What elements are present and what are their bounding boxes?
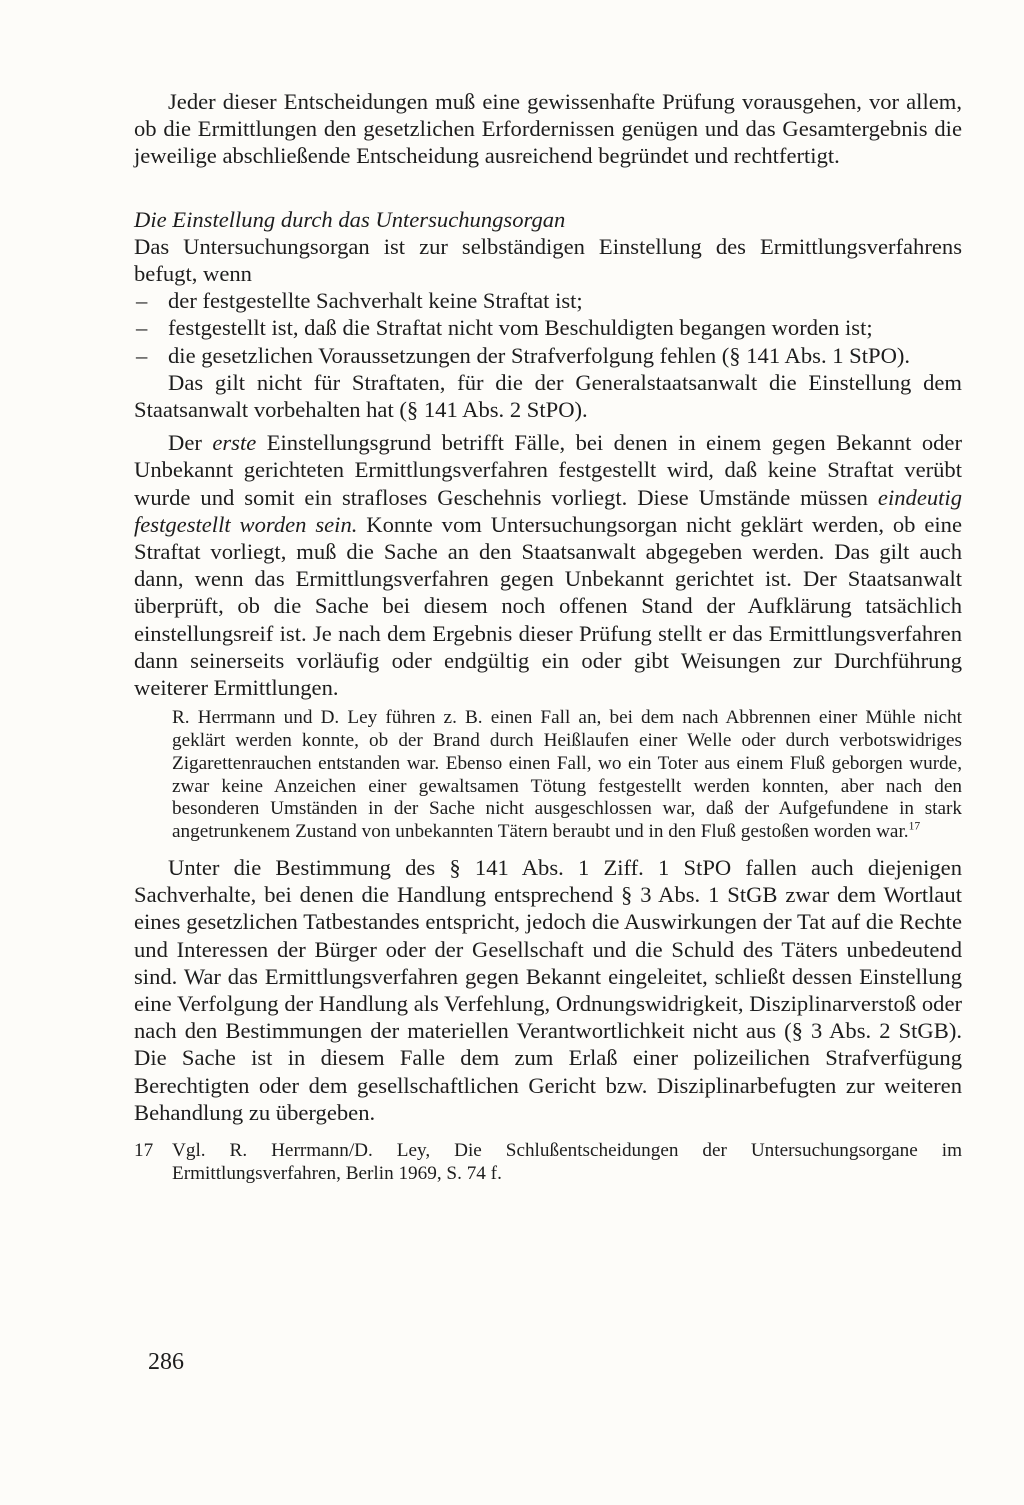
footnote-text: Vgl. R. Herrmann/D. Ley, Die Schlußentscheidungen der Untersuchungsorgane im Ermittlungsverfahren, Berlin 1969, S. 74 f.: [172, 1140, 962, 1184]
emphasis-erste: erste: [212, 430, 257, 456]
condition-text: festgestellt ist, daß die Straftat nicht vom Beschuldigten begangen worden ist;: [168, 315, 873, 341]
paragraph-intro: Jeder dieser Entscheidungen muß eine gewissenhafte Prüfung vorausgehen, vor allem, ob die Ermittlungen den gesetzlichen Erfordernissen genügen und das Gesamtergebnis die jeweilige abschließende Entscheidung ausreichend begründet und rechtfertigt.: [134, 89, 962, 169]
paragraph-first-ground: [134, 429, 962, 701]
example-text: R. Herrmann und D. Ley führen z. B. einen Fall an, bei dem nach Abbrennen einer Mühle nicht geklärt werden konnte, ob der Brand durch Heißlaufen einer Welle oder durch verbotswidriges Zigarettenrauchen entstanden war. Ebenso einen Fall, wo ein Toter aus einem Fluß geborgen wurde, zwar keine Anzeichen einer gewaltsamen Tötung festgestellt werden konnten, aber nach den besonderen Umständen in der Sache nicht ausgeschlossen war, daß der Aufgefundene in stark angetrunkenem Zustand von unbekannten Tätern beraubt und in den Fluß gestoßen worden war.: [172, 707, 962, 843]
dash-marker: –: [136, 288, 148, 314]
page-number: 286: [148, 1349, 184, 1375]
dash-marker: –: [136, 342, 148, 368]
footnote: [134, 1140, 962, 1186]
paragraph-statute: Unter die Bestimmung des § 141 Abs. 1 Ziff. 1 StPO fallen auch diejenigen Sachverhalte, bei denen die Handlung entsprechend § 3 Abs. 1 StGB zwar dem Wortlaut eines gesetzlichen Tatbestandes entspricht, jedoch die Auswirkungen der Tat auf die Rechte und Interessen der Bürger oder der Gesellschaft und die Schuld des Täters unbedeutend sind. War das Ermittlungsverfahren gegen Bekannt eingeleitet, schließt dessen Einstellung eine Verfolgung der Handlung als Verfehlung, Ordnungswidrigkeit, Disziplinarverstoß oder nach den Bestimmungen der materiellen Verantwortlichkeit nicht aus (§ 3 Abs. 2 StGB). Die Sache ist in diesem Falle dem zum Erlaß einer polizeilichen Strafverfügung Berechtigten oder dem gesellschaftlichen Gericht bzw. Disziplinarbefugten zur weiteren Behandlung zu übergeben.: [134, 855, 962, 1125]
text-run: Der: [168, 430, 213, 456]
page-content: [134, 88, 962, 1186]
paragraph-exception: Das gilt nicht für Straftaten, für die der Generalstaatsanwalt die Einstellung dem Staatsanwalt vorbehalten hat (§ 141 Abs. 2 StPO).: [134, 369, 962, 423]
footnote-number: 17: [134, 1140, 154, 1162]
condition-list: [134, 287, 962, 369]
footnote-ref: 17: [908, 820, 921, 833]
condition-text: die gesetzlichen Voraussetzungen der Strafverfolgung fehlen (§ 141 Abs. 1 StPO).: [168, 342, 911, 368]
text-run: Einstellungsgrund betrifft Fälle, bei denen in einem gegen Bekannt oder Unbekannt gerichteten Ermittlungsverfahren festgestellt wird, daß keine Straftat verübt wurde und somit ein strafloses Geschehnis vorliegt. Diese Umstände müssen: [134, 430, 962, 510]
example-block: [172, 707, 962, 844]
condition-text: der festgestellte Sachverhalt keine Straftat ist;: [168, 288, 583, 314]
condition-item: [134, 314, 962, 341]
emphasis-eindeutig: eindeutig festgestellt worden sein.: [134, 484, 962, 537]
section-heading: Die Einstellung durch das Untersuchungsorgan: [134, 206, 566, 232]
dash-marker: –: [136, 315, 148, 341]
text-run: Konnte vom Untersuchungsorgan nicht geklärt werden, ob eine Straftat vorliegt, muß die Sache an den Staatsanwalt abgegeben werden. Das gilt auch dann, wenn das Ermittlungsverfahren gegen Unbekannt gerichtet ist. Der Staatsanwalt überprüft, ob die Sache bei diesem noch offenen Stand der Aufklärung tatsächlich einstellungsreif ist. Je nach dem Ergebnis dieser Prüfung stellt er das Ermittlungsverfahren dann seinerseits vorläufig oder endgültig ein oder gibt Weisungen zur Durchführung weiterer Ermittlungen.: [134, 511, 962, 701]
condition-item: [134, 287, 962, 314]
section-lead: Das Untersuchungsorgan ist zur selbständigen Einstellung des Ermittlungsverfahrens befugt, wenn: [134, 233, 962, 287]
condition-item: [134, 342, 962, 369]
